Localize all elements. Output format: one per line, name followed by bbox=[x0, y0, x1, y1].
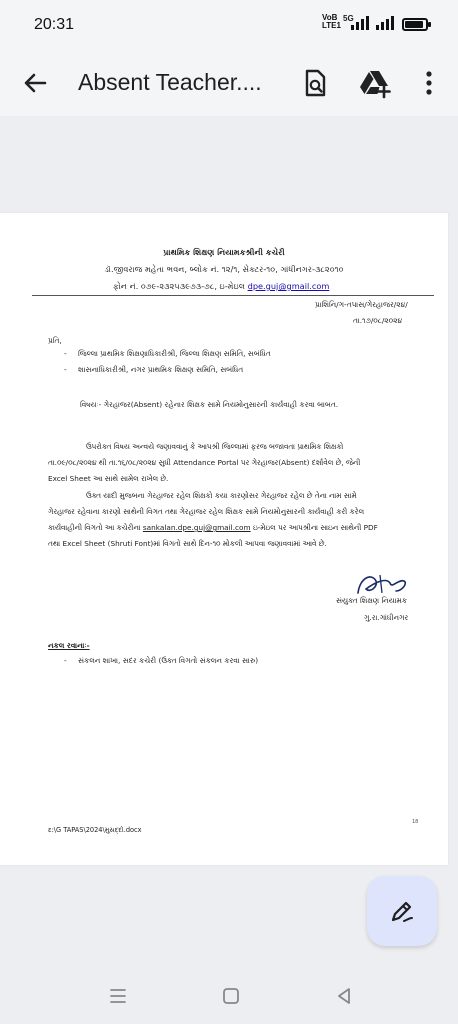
network-indicator: VoB LTE1 bbox=[322, 13, 341, 30]
battery-level bbox=[405, 21, 423, 28]
para1-line: ઉપરોક્ત વિષય અન્વયે જણાવવાનું કે આપશ્રી જિલ્લામાં ફરજ બજાવતા પ્રાથમિક શિક્ષકો bbox=[86, 442, 344, 451]
reference-number: પ્રાશિનિ/ગ-તપાસ/ગેરહાજર/૨૪/ bbox=[315, 300, 408, 309]
drive-add-icon[interactable] bbox=[358, 66, 392, 100]
page-mark: 18 bbox=[412, 819, 419, 825]
phone-text: ફોન નં. ૦૭૯-૨૩૨૫૩૯૭૩-૭૮, ઇ-મેઇલ bbox=[113, 281, 246, 291]
copy-bullet: - bbox=[64, 656, 67, 665]
search-document-icon[interactable] bbox=[298, 66, 332, 100]
recipient-1: જિલ્લા પ્રાથમિક શિક્ષણાધિકારીશ્રી, જિલ્લા શિક્ષણ સમિતિ, સબંધિત bbox=[78, 349, 271, 358]
recents-icon[interactable] bbox=[106, 984, 130, 1008]
system-nav-bar bbox=[0, 968, 458, 1024]
edit-pen-icon bbox=[389, 898, 415, 924]
status-bar bbox=[0, 0, 458, 50]
sankalan-email-link[interactable]: sankalan.dpe.guj@gmail.com bbox=[142, 523, 251, 532]
more-vert-icon[interactable] bbox=[412, 66, 446, 100]
signal-2-icon bbox=[375, 16, 395, 30]
battery-icon bbox=[402, 18, 428, 31]
para2-line: તથા Excel Sheet (Shruti Font)માં વિગતો સાથે દિન-૧૦ મોકલી આપવા જણાવવામાં આવે છે. bbox=[48, 539, 327, 548]
signal-1-icon bbox=[350, 16, 370, 30]
header-rule bbox=[32, 295, 434, 296]
document-title: Absent Teacher.... bbox=[78, 69, 262, 95]
document-page[interactable] bbox=[0, 213, 448, 865]
recipient-bullet: - bbox=[64, 365, 67, 374]
app-bar bbox=[0, 50, 458, 116]
para2-line: ઉક્ત યાદી મુજબના ગેરહાજર રહેલ શિક્ષકો કયા કારણોસર ગેરહાજર રહેલ છે તેના નામ સામે bbox=[86, 491, 357, 500]
letter-subject: વિષયઃ- ગેરહાજર(Absent) રહેનાર શિક્ષક સામે નિયમોનુસારની કાર્યવાહી કરવા બાબત. bbox=[80, 400, 339, 409]
recipient-bullet: - bbox=[64, 349, 67, 358]
back-triangle-icon[interactable] bbox=[332, 984, 356, 1008]
office-email-link[interactable]: dpe.guj@gmail.com bbox=[247, 281, 330, 291]
copy-to-label: નકલ રવાનાઃ- bbox=[48, 641, 90, 650]
recipient-2: શાસનાધિકારીશ્રી, નગર પ્રાથમિક શિક્ષણ સમિતિ, સબંધિત bbox=[78, 365, 244, 374]
edit-fab-button[interactable] bbox=[367, 876, 437, 946]
copy-item: સંકલન શાખા, સદર કચેરી (ઉક્ત વિગતો સંકલન કરવા સારુ) bbox=[78, 656, 259, 665]
para1-line: તા.૦૯/૦૮/૨૦૨૪ થી તા.૧૬/૦૮/૨૦૨૪ સુધી Attendance Portal પર ગેરહાજર(Absent) દર્શાવેલ છે, જેની bbox=[48, 458, 361, 467]
para2-line: કાર્યવાહીની વિગતો આ કચેરીના sankalan.dpe.guj@gmail.com ઇ-મેઇલ પર આપશ્રીના સાઇન સાથેની PDF bbox=[48, 523, 378, 532]
letter-date: તા.૧૭/૦૮/૨૦૨૪ bbox=[353, 316, 403, 325]
office-name: પ્રાથમિક શિક્ષણ નિયામકશ્રીની કચેરી bbox=[163, 247, 285, 257]
status-time: 20:31 bbox=[34, 16, 75, 33]
to-label: પ્રતિ, bbox=[48, 336, 62, 345]
office-address: ડૉ.જીવરાજ મહેતા ભવન, બ્લોક નં. ૧૨/૧, સેક્ટર-૧૦, ગાંધીનગર-૩૮૨૦૧૦ bbox=[104, 264, 344, 274]
signature-place: ગુ.રા.ગાંધીનગર bbox=[364, 613, 409, 622]
file-path: ε:\G TAPAS\2024\મુસદ્દો.docx bbox=[48, 826, 142, 834]
contact-line bbox=[113, 281, 329, 292]
home-icon[interactable] bbox=[219, 984, 243, 1008]
signature-title: સંયુક્ત શિક્ષણ નિયામક bbox=[336, 596, 407, 605]
para1-line: Excel Sheet આ સાથે સામેલ રાખેલ છે. bbox=[48, 474, 169, 483]
network-5g-label: 5G bbox=[343, 14, 354, 23]
para2-line: ગેરહાજર રહેવાના કારણો સાથેની વિગત તથા ગેરહાજર રહેલ શિક્ષક સામે નિયમોનુસારની કાર્યવાહી કરી કરેલ bbox=[48, 507, 364, 516]
arrow-back-icon[interactable] bbox=[18, 66, 52, 100]
